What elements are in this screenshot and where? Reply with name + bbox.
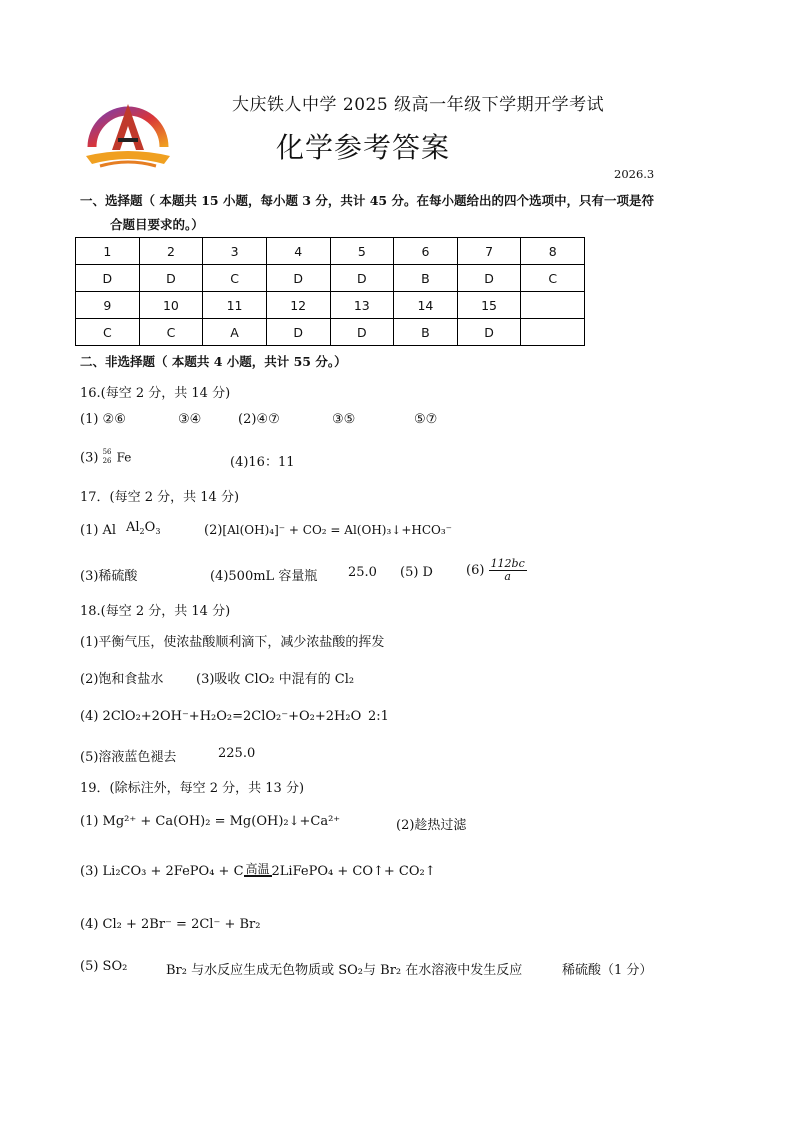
q19-equation-products: 2LiFePO₄ + CO↑+ CO₂↑ <box>271 864 436 879</box>
element-symbol: Fe <box>116 450 132 465</box>
q19-answer-5: (5) SO₂ <box>80 959 128 974</box>
q17-answer-1b <box>126 520 160 536</box>
fraction <box>489 558 527 583</box>
atomic-number: 26 <box>102 457 112 465</box>
table-cell: 13 <box>330 292 394 319</box>
table-cell: 11 <box>203 292 267 319</box>
exam-date: 2026.3 <box>614 167 655 181</box>
table-cell: C <box>76 319 140 346</box>
q18-answer-5b: 225.0 <box>218 746 256 761</box>
table-cell <box>521 292 585 319</box>
table-cell: C <box>139 319 203 346</box>
table-cell: 9 <box>76 292 140 319</box>
formula-subscript: 3 <box>155 527 161 536</box>
q16-answer-2b: ③⑤ <box>332 412 356 427</box>
mass-number: 56 <box>102 448 112 456</box>
formula-subscript: 2 <box>139 527 145 536</box>
fraction-denominator: a <box>504 570 511 583</box>
formula-part: Al <box>126 520 140 535</box>
q17-answer-6-label: (6) <box>466 563 485 578</box>
nuclide-notation <box>103 449 117 467</box>
table-cell: 6 <box>394 238 458 265</box>
q19-answer-2: (2)趁热过滤 <box>396 818 467 833</box>
table-cell: 14 <box>394 292 458 319</box>
q17-answer-2-label: (2) <box>204 523 223 538</box>
q17-heading: 17．(每空 2 分，共 14 分) <box>80 490 240 505</box>
q19-answer-1: (1) Mg²⁺ + Ca(OH)₂ = Mg(OH)₂↓+Ca²⁺ <box>80 814 341 829</box>
table-row <box>76 238 585 265</box>
table-cell: D <box>266 265 330 292</box>
q16-answer-3 <box>80 449 131 467</box>
q17-answer-4: (4)500mL 容量瓶 <box>210 569 318 584</box>
page-title: 化学参考答案 <box>276 131 451 164</box>
table-row <box>76 265 585 292</box>
formula-part: O <box>144 520 156 535</box>
school-logo <box>82 92 174 172</box>
q17-answer-1a: (1) Al <box>80 523 117 538</box>
answer-table <box>75 237 585 346</box>
q18-answer-3: (3)吸收 ClO₂ 中混有的 Cl₂ <box>196 672 355 687</box>
table-row <box>76 292 585 319</box>
q19-heading: 19．(除标注外，每空 2 分，共 13 分) <box>80 781 305 796</box>
table-cell: D <box>330 265 394 292</box>
q17-answer-2 <box>204 523 452 538</box>
table-cell: B <box>394 319 458 346</box>
table-cell: D <box>457 319 521 346</box>
q16-answer-3-label: (3) <box>80 450 99 466</box>
table-cell: 1 <box>76 238 140 265</box>
table-cell: D <box>330 319 394 346</box>
q18-answer-4: (4) 2ClO₂+2OH⁻+H₂O₂=2ClO₂⁻+O₂+2H₂O <box>80 709 362 724</box>
q16-heading: 16.(每空 2 分，共 14 分) <box>80 386 231 401</box>
section1-title: 一、选择题（ 本题共 15 小题，每小题 3 分，共计 45 分。在每小题给出的四个选项中，只有一项是符 <box>80 193 654 208</box>
q19-answer-5b: Br₂ 与水反应生成无色物质或 SO₂与 Br₂ 在水溶液中发生反应 <box>166 963 523 978</box>
table-cell: D <box>266 319 330 346</box>
q17-answer-5: (5) D <box>400 565 433 580</box>
q17-answer-4b: 25.0 <box>348 565 377 580</box>
q16-answer-2c: ⑤⑦ <box>414 412 438 427</box>
q19-answer-4: (4) Cl₂ + 2Br⁻ = 2Cl⁻ + Br₂ <box>80 917 261 932</box>
table-cell <box>521 319 585 346</box>
section1-title-cont: 合题目要求的。） <box>110 217 204 232</box>
q16-answer-1b: ③④ <box>178 412 202 427</box>
table-cell: B <box>394 265 458 292</box>
table-row <box>76 319 585 346</box>
table-cell: C <box>203 265 267 292</box>
q16-answer-1: (1) ②⑥ <box>80 412 126 427</box>
table-cell: 7 <box>457 238 521 265</box>
q16-answer-2: (2)④⑦ <box>238 412 280 427</box>
table-cell: D <box>76 265 140 292</box>
q18-answer-4b: 2:1 <box>368 709 389 724</box>
table-cell: D <box>139 265 203 292</box>
table-cell: 8 <box>521 238 585 265</box>
q18-answer-2: (2)饱和食盐水 <box>80 672 164 687</box>
table-cell: 10 <box>139 292 203 319</box>
reaction-condition-text: 高温 <box>245 862 270 876</box>
q19-answer-3 <box>80 850 436 879</box>
table-cell: 2 <box>139 238 203 265</box>
table-cell: C <box>521 265 585 292</box>
school-exam-title: 大庆铁人中学 2025 级高一年级下学期开学考试 <box>232 95 605 115</box>
table-cell: A <box>203 319 267 346</box>
reaction-condition <box>244 863 272 879</box>
q18-answer-1: (1)平衡气压，使浓盐酸顺利滴下，减少浓盐酸的挥发 <box>80 635 385 650</box>
q17-answer-6 <box>466 558 527 583</box>
q18-heading: 18.(每空 2 分，共 14 分) <box>80 604 231 619</box>
table-cell: 4 <box>266 238 330 265</box>
q17-equation: [Al(OH)₄]⁻ + CO₂ = Al(OH)₃↓+HCO₃⁻ <box>222 523 453 537</box>
table-cell: 12 <box>266 292 330 319</box>
section2-title: 二、非选择题（ 本题共 4 小题，共计 55 分。） <box>80 354 347 369</box>
fraction-numerator: 112bc <box>490 557 525 570</box>
q17-answer-3: (3)稀硫酸 <box>80 569 138 584</box>
table-cell: 5 <box>330 238 394 265</box>
q19-answer-5c: 稀硫酸（1 分） <box>562 963 653 978</box>
table-cell: 15 <box>457 292 521 319</box>
q16-answer-4: (4)16：11 <box>230 455 295 470</box>
table-cell: 3 <box>203 238 267 265</box>
table-cell: D <box>457 265 521 292</box>
q19-equation-reactants: (3) Li₂CO₃ + 2FePO₄ + C <box>80 864 244 879</box>
q18-answer-5: (5)溶液蓝色褪去 <box>80 750 177 765</box>
